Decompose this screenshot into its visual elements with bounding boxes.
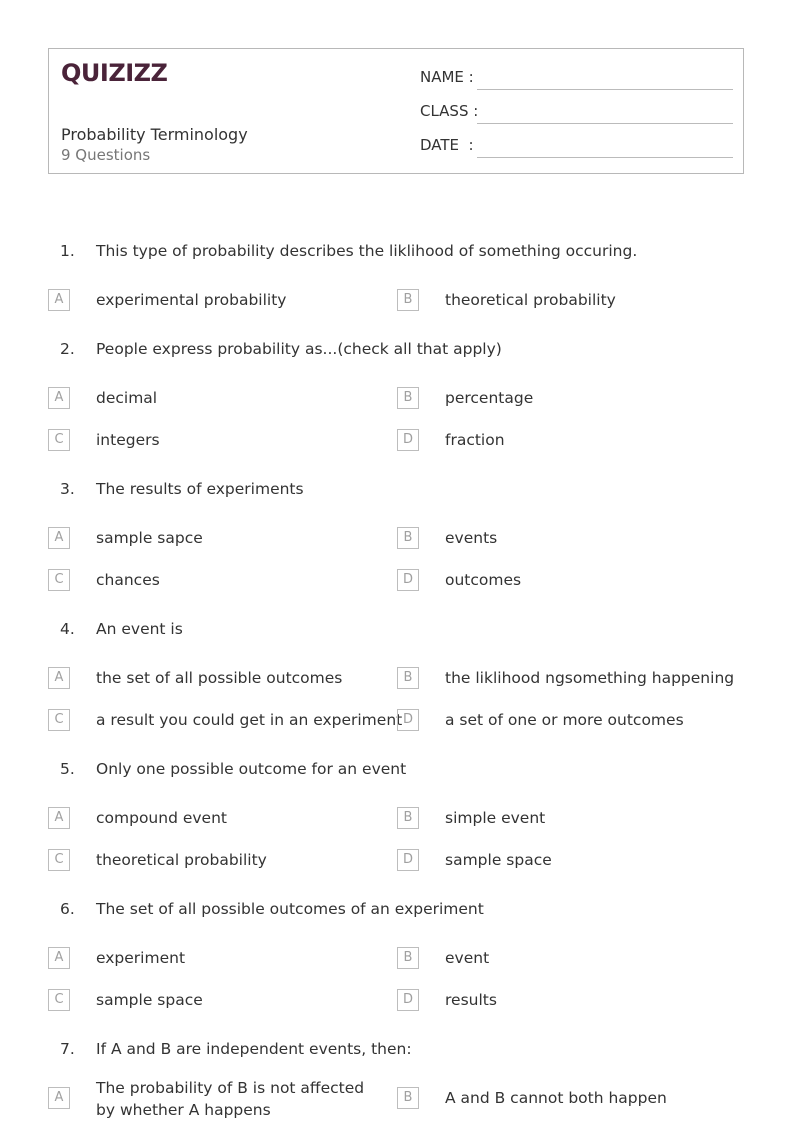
question-text: The set of all possible outcomes of an experiment: [96, 900, 484, 918]
option-text: compound event: [96, 809, 227, 827]
option-text: theoretical probability: [445, 291, 616, 309]
question-text: People express probability as...(check all that apply): [96, 340, 502, 358]
question-number: 3.: [60, 480, 75, 498]
option-letter-box[interactable]: C: [48, 709, 70, 731]
option-text: a result you could get in an experiment: [96, 711, 403, 729]
option-text: a set of one or more outcomes: [445, 711, 684, 729]
option-letter-box[interactable]: B: [397, 289, 419, 311]
name-field[interactable]: [477, 89, 733, 90]
option-text: the liklihood ngsomething happening: [445, 669, 735, 687]
date-field[interactable]: [477, 157, 733, 158]
option-letter-box[interactable]: D: [397, 569, 419, 591]
option-text: simple event: [445, 809, 546, 827]
option-text: theoretical probability: [96, 851, 267, 869]
question-number: 7.: [60, 1040, 75, 1058]
option-text: outcomes: [445, 571, 522, 589]
option-letter-box[interactable]: B: [397, 947, 419, 969]
option-text: The probability of B is not affected by whether A happens: [96, 1079, 365, 1119]
question-number: 2.: [60, 340, 75, 358]
worksheet-header: [48, 48, 744, 174]
option-letter-box[interactable]: D: [397, 429, 419, 451]
question-text: The results of experiments: [96, 480, 304, 498]
option-letter-box[interactable]: A: [48, 1087, 70, 1109]
question-number: 1.: [60, 242, 75, 260]
option-text: decimal: [96, 389, 158, 407]
option-letter-box[interactable]: A: [48, 387, 70, 409]
option-text: event: [445, 949, 490, 967]
option-text: percentage: [445, 389, 534, 407]
question-number: 4.: [60, 620, 75, 638]
option-letter-box[interactable]: A: [48, 667, 70, 689]
question-number: 5.: [60, 760, 75, 778]
class-field[interactable]: [477, 123, 733, 124]
option-letter-box[interactable]: A: [48, 289, 70, 311]
question-text: If A and B are independent events, then:: [96, 1040, 412, 1058]
option-letter-box[interactable]: D: [397, 989, 419, 1011]
question-number: 6.: [60, 900, 75, 918]
question-text: An event is: [96, 620, 183, 638]
option-text: results: [445, 991, 497, 1009]
option-text: integers: [96, 431, 160, 449]
option-letter-box[interactable]: C: [48, 849, 70, 871]
option-letter-box[interactable]: A: [48, 527, 70, 549]
option-text: chances: [96, 571, 160, 589]
option-letter-box[interactable]: D: [397, 709, 419, 731]
option-text: experimental probability: [96, 291, 287, 309]
worksheet-title: Probability Terminology: [61, 125, 248, 144]
question-count: 9 Questions: [61, 146, 151, 164]
option-letter-box[interactable]: B: [397, 667, 419, 689]
option-text: events: [445, 529, 498, 547]
option-text: experiment: [96, 949, 186, 967]
option-text: A and B cannot both happen: [445, 1089, 667, 1107]
option-letter-box[interactable]: B: [397, 807, 419, 829]
question-text: Only one possible outcome for an event: [96, 760, 407, 778]
option-text: sample space: [96, 991, 203, 1009]
question-text: This type of probability describes the liklihood of something occuring.: [96, 242, 638, 260]
option-text: sample sapce: [96, 529, 203, 547]
option-letter-box[interactable]: C: [48, 989, 70, 1011]
option-text: the set of all possible outcomes: [96, 669, 343, 687]
class-label: CLASS :: [420, 102, 479, 120]
quizizz-logo: QUIZIZZ: [61, 59, 168, 87]
date-label: DATE :: [420, 136, 474, 154]
name-label: NAME :: [420, 68, 474, 86]
option-letter-box[interactable]: D: [397, 849, 419, 871]
option-letter-box[interactable]: B: [397, 1087, 419, 1109]
option-text: sample space: [445, 851, 552, 869]
option-letter-box[interactable]: A: [48, 807, 70, 829]
option-letter-box[interactable]: B: [397, 387, 419, 409]
option-text: fraction: [445, 431, 505, 449]
option-letter-box[interactable]: B: [397, 527, 419, 549]
option-letter-box[interactable]: A: [48, 947, 70, 969]
option-letter-box[interactable]: C: [48, 429, 70, 451]
option-letter-box[interactable]: C: [48, 569, 70, 591]
